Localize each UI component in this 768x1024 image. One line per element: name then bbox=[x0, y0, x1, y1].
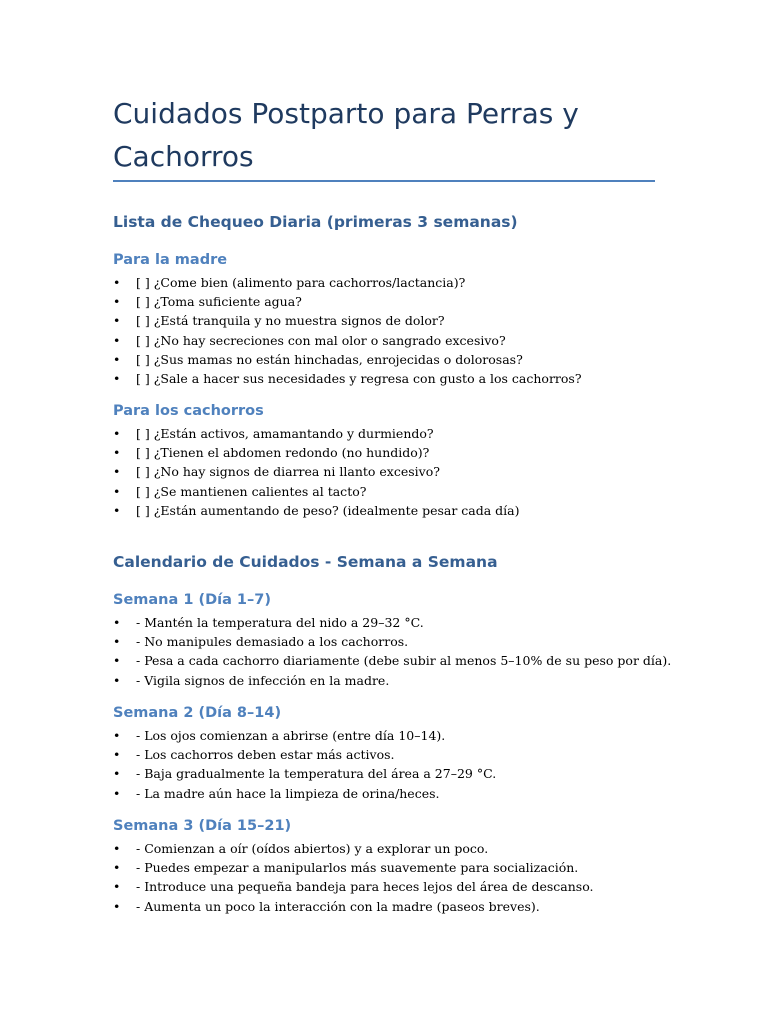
bullet-icon: • bbox=[113, 351, 121, 367]
list-item bbox=[113, 350, 582, 369]
bullet-icon: • bbox=[113, 766, 121, 782]
list-item-text: [ ] ¿Toma suficiente agua? bbox=[136, 294, 302, 310]
list-item-text: - Aumenta un poco la interacción con la madre (paseos breves). bbox=[136, 898, 540, 914]
list-item bbox=[113, 424, 520, 443]
list-item-text: - Introduce una pequeña bandeja para heces lejos del área de descanso. bbox=[136, 879, 594, 895]
list-item-text: - No manipules demasiado a los cachorros. bbox=[136, 634, 409, 650]
list-item bbox=[113, 292, 582, 311]
week1-list bbox=[113, 613, 671, 690]
bullet-icon: • bbox=[113, 653, 121, 669]
bullet-icon: • bbox=[113, 860, 121, 876]
list-item-text: - Los ojos comienzan a abrirse (entre día 10–14). bbox=[136, 728, 446, 743]
bullet-icon: • bbox=[113, 483, 121, 499]
list-item-text: [ ] ¿Sus mamas no están hinchadas, enrojecidas o dolorosas? bbox=[136, 351, 523, 367]
list-item bbox=[113, 839, 593, 858]
list-item-text: - Los cachorros deben estar más activos. bbox=[136, 747, 395, 763]
list-item bbox=[113, 745, 496, 764]
list-item-text: [ ] ¿Está tranquila y no muestra signos de dolor? bbox=[136, 313, 445, 329]
bullet-icon: • bbox=[113, 294, 121, 310]
list-item-text: [ ] ¿Tienen el abdomen redondo (no hundido)? bbox=[136, 445, 430, 461]
title-underline bbox=[113, 180, 655, 182]
mother-checklist bbox=[113, 273, 582, 388]
bullet-icon: • bbox=[113, 672, 121, 688]
list-item-text: [ ] ¿Sale a hacer sus necesidades y regresa con gusto a los cachorros? bbox=[136, 370, 582, 386]
bullet-icon: • bbox=[113, 728, 121, 743]
bullet-icon: • bbox=[113, 747, 121, 763]
bullet-icon: • bbox=[113, 879, 121, 895]
list-item-text: - Mantén la temperatura del nido a 29–32 °C. bbox=[136, 615, 424, 630]
mother-heading: Para la madre bbox=[113, 252, 228, 268]
list-item-text: - La madre aún hace la limpieza de orina/heces. bbox=[136, 785, 440, 801]
list-item-text: [ ] ¿No hay signos de diarrea ni llanto excesivo? bbox=[136, 464, 440, 480]
week3-heading: Semana 3 (Día 15–21) bbox=[113, 818, 292, 834]
checklist-heading: Lista de Chequeo Diaria (primeras 3 semanas) bbox=[113, 213, 518, 231]
list-item bbox=[113, 482, 520, 501]
bullet-icon: • bbox=[113, 898, 121, 914]
list-item-text: [ ] ¿Come bien (alimento para cachorros/lactancia)? bbox=[136, 275, 466, 290]
list-item bbox=[113, 858, 593, 877]
puppies-checklist bbox=[113, 424, 520, 520]
list-item-text: [ ] ¿Están activos, amamantando y durmiendo? bbox=[136, 426, 434, 441]
puppies-heading: Para los cachorros bbox=[113, 403, 264, 419]
week3-list bbox=[113, 839, 593, 916]
list-item bbox=[113, 613, 671, 632]
week2-list bbox=[113, 726, 496, 803]
list-item-text: - Comienzan a oír (oídos abiertos) y a explorar un poco. bbox=[136, 841, 489, 856]
bullet-icon: • bbox=[113, 370, 121, 386]
list-item-text: - Baja gradualmente la temperatura del área a 27–29 °C. bbox=[136, 766, 497, 782]
bullet-icon: • bbox=[113, 785, 121, 801]
list-item-text: [ ] ¿Están aumentando de peso? (idealmente pesar cada día) bbox=[136, 502, 520, 518]
list-item bbox=[113, 726, 496, 745]
list-item bbox=[113, 369, 582, 388]
document-title: Cuidados Postparto para Perras y Cachorros bbox=[113, 97, 579, 173]
list-item bbox=[113, 877, 593, 896]
list-item bbox=[113, 462, 520, 481]
list-item bbox=[113, 331, 582, 350]
bullet-icon: • bbox=[113, 634, 121, 650]
bullet-icon: • bbox=[113, 464, 121, 480]
list-item bbox=[113, 443, 520, 462]
list-item bbox=[113, 632, 671, 651]
bullet-icon: • bbox=[113, 426, 121, 441]
bullet-icon: • bbox=[113, 275, 121, 290]
list-item bbox=[113, 311, 582, 330]
list-item bbox=[113, 671, 671, 690]
list-item-text: - Pesa a cada cachorro diariamente (debe subir al menos 5–10% de su peso por día). bbox=[136, 653, 672, 669]
calendar-heading: Calendario de Cuidados - Semana a Semana bbox=[113, 553, 498, 571]
bullet-icon: • bbox=[113, 615, 121, 630]
list-item-text: [ ] ¿No hay secreciones con mal olor o sangrado excesivo? bbox=[136, 332, 506, 348]
week2-heading: Semana 2 (Día 8–14) bbox=[113, 705, 282, 721]
bullet-icon: • bbox=[113, 332, 121, 348]
week1-heading: Semana 1 (Día 1–7) bbox=[113, 592, 271, 608]
bullet-icon: • bbox=[113, 841, 121, 856]
list-item bbox=[113, 764, 496, 783]
bullet-icon: • bbox=[113, 445, 121, 461]
list-item bbox=[113, 897, 593, 916]
list-item bbox=[113, 651, 671, 670]
list-item bbox=[113, 784, 496, 803]
list-item-text: - Puedes empezar a manipularlos más suavemente para socialización. bbox=[136, 860, 579, 876]
bullet-icon: • bbox=[113, 502, 121, 518]
list-item bbox=[113, 501, 520, 520]
bullet-icon: • bbox=[113, 313, 121, 329]
list-item bbox=[113, 273, 582, 292]
list-item-text: [ ] ¿Se mantienen calientes al tacto? bbox=[136, 483, 367, 499]
list-item-text: - Vigila signos de infección en la madre. bbox=[136, 672, 390, 688]
